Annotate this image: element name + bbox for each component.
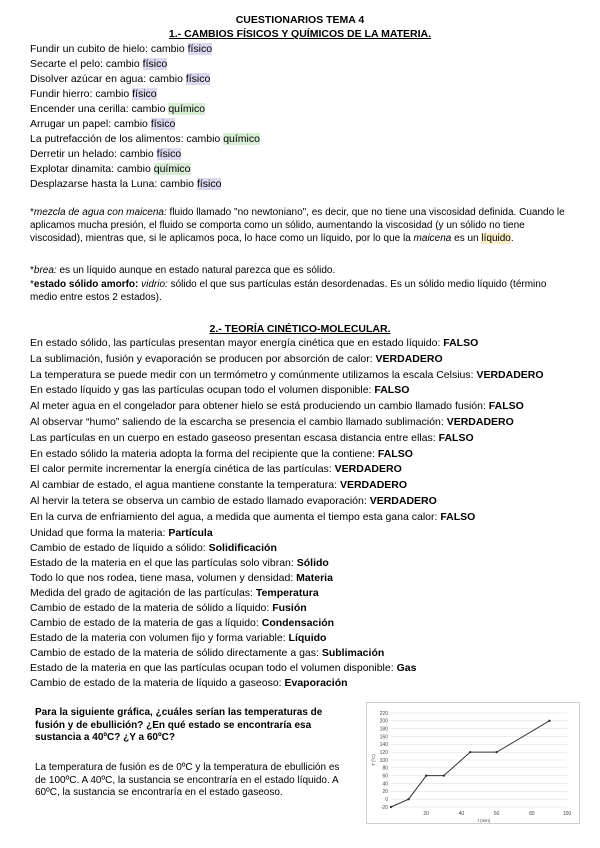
definition-item bbox=[30, 661, 575, 676]
definition-answer: Materia bbox=[296, 572, 333, 584]
chart-svg bbox=[367, 703, 579, 823]
change-text: Encender una cerilla: cambio bbox=[30, 103, 169, 115]
y-tick-label: 220 bbox=[379, 710, 388, 717]
tf-answer: VERDADERO bbox=[476, 368, 544, 381]
definition-answer: Condensación bbox=[261, 617, 335, 629]
y-tick-label: 160 bbox=[379, 734, 388, 741]
brea-body: es un líquido aunque en estado natural parezca que es sólido. bbox=[56, 265, 336, 276]
definition-answer: Gas bbox=[396, 662, 417, 674]
change-answer: químico bbox=[153, 163, 191, 175]
definition-answer: Partícula bbox=[168, 527, 213, 539]
change-text: Explotar dinamita: cambio bbox=[30, 163, 154, 175]
tf-statement: La sublimación, fusión y evaporación se producen por absorción de calor: bbox=[30, 352, 376, 365]
y-tick-label: 40 bbox=[382, 781, 388, 788]
change-item bbox=[30, 102, 575, 117]
definition-item bbox=[30, 541, 575, 556]
definition-text: Medida del grado de agitación de las partículas: bbox=[30, 587, 256, 599]
section2-title: 2.- TEORÍA CINÉTICO-MOLECULAR. bbox=[209, 323, 391, 335]
true-false-list bbox=[30, 336, 575, 526]
tf-statement: En estado sólido, las partículas presentan mayor energía cinética que en estado líquido: bbox=[30, 337, 444, 349]
amorfo-term: estado sólido amorfo: bbox=[33, 279, 139, 290]
change-text: La putrefacción de los alimentos: cambio bbox=[30, 133, 224, 145]
definition-item bbox=[30, 586, 575, 601]
change-item bbox=[30, 87, 575, 102]
data-point bbox=[548, 720, 550, 722]
definition-answer: Fusión bbox=[272, 602, 307, 614]
definition-answer: Sublimación bbox=[321, 647, 385, 659]
maicena-note bbox=[30, 206, 575, 245]
definition-item bbox=[30, 526, 575, 541]
tf-statement: Al meter agua en el congelador para obtener hielo se está produciendo un cambio llamado fusión: bbox=[30, 400, 489, 413]
change-answer: físico bbox=[142, 58, 168, 70]
x-tick-label: 20 bbox=[423, 811, 429, 817]
tf-answer: FALSO bbox=[440, 510, 476, 523]
tf-item bbox=[30, 399, 575, 415]
change-item bbox=[30, 42, 575, 57]
y-tick-label: 100 bbox=[379, 757, 388, 764]
tf-statement: En estado líquido y gas las partículas ocupan todo el volumen disponible: bbox=[30, 384, 375, 397]
data-point bbox=[469, 751, 471, 753]
maicena-tail: es un bbox=[451, 233, 482, 244]
change-text: Arrugar un papel: cambio bbox=[30, 118, 151, 130]
change-answer: físico bbox=[196, 178, 222, 190]
tf-answer: FALSO bbox=[374, 384, 410, 397]
change-item bbox=[30, 117, 575, 132]
changes-list bbox=[30, 42, 575, 192]
definition-answer: Líquido bbox=[288, 632, 327, 644]
change-answer: físico bbox=[156, 148, 182, 160]
tf-item bbox=[30, 336, 575, 352]
definition-text: Unidad que forma la materia: bbox=[30, 527, 169, 539]
change-item bbox=[30, 162, 575, 177]
maicena-word: maicena bbox=[413, 233, 452, 244]
tf-item bbox=[30, 415, 575, 431]
definition-item bbox=[30, 631, 575, 646]
temperature-chart bbox=[366, 702, 580, 824]
definition-text: Estado de la materia en el que las partículas solo vibran: bbox=[30, 557, 297, 569]
tf-statement: En la curva de enfriamiento del agua, a medida que aumenta el tiempo esta gana calor: bbox=[30, 510, 441, 523]
tf-answer: VERDADERO bbox=[369, 494, 437, 507]
y-axis-label: T (ºC) bbox=[371, 754, 376, 766]
tf-item bbox=[30, 431, 575, 447]
definition-text: Todo lo que nos rodea, tiene masa, volumen y densidad: bbox=[30, 572, 297, 584]
definitions-list bbox=[30, 526, 575, 691]
maicena-body: fluido llamado "no newtoniano", es decir, que no tiene una viscosidad definida. Cuando le aplicamos mucha presión, el fluido se comporta como un sólido, aumentando la viscosidad (y un sólido no tiene viscosidad), mientras que, si le aplicamos poca, lo hace como un líquido, por lo que la bbox=[30, 207, 565, 244]
y-tick-label: 0 bbox=[385, 796, 388, 803]
change-text: Fundir un cubito de hielo: cambio bbox=[30, 43, 188, 55]
tf-item bbox=[30, 352, 575, 368]
definition-answer: Sólido bbox=[296, 557, 329, 569]
tf-statement: Al hervir la tetera se observa un cambio de estado llamado evaporación: bbox=[30, 494, 370, 507]
brea-note bbox=[30, 264, 575, 277]
tf-statement: Las partículas en un cuerpo en estado gaseoso presentan escasa distancia entre ellas: bbox=[30, 431, 439, 444]
y-tick-label: 200 bbox=[379, 718, 388, 725]
definition-answer: Solidificación bbox=[208, 542, 277, 554]
definition-text: Estado de la materia en que las partículas ocupan todo el volumen disponible: bbox=[30, 662, 397, 674]
maicena-term: mezcla de agua con maicena: bbox=[33, 207, 167, 218]
tf-item bbox=[30, 462, 575, 478]
y-tick-label: -20 bbox=[380, 804, 388, 811]
x-tick-label: 100 bbox=[562, 811, 572, 817]
x-tick-label: 80 bbox=[529, 811, 535, 817]
change-text: Derretir un helado: cambio bbox=[30, 148, 157, 160]
note-star: * bbox=[30, 265, 34, 276]
change-answer: físico bbox=[187, 43, 213, 55]
tf-answer: VERDADERO bbox=[446, 415, 514, 428]
change-item bbox=[30, 72, 575, 87]
change-item bbox=[30, 147, 575, 162]
tf-answer: VERDADERO bbox=[339, 479, 408, 492]
tf-answer: FALSO bbox=[377, 447, 413, 460]
change-text: Fundir hierro: cambio bbox=[30, 88, 133, 100]
tf-item bbox=[30, 494, 575, 510]
tf-statement: La temperatura se puede medir con un termómetro y comúnmente utilizamos la escala Celsius: bbox=[30, 368, 477, 381]
definition-item bbox=[30, 571, 575, 586]
y-tick-label: 180 bbox=[379, 726, 388, 733]
maicena-end: . bbox=[510, 233, 514, 244]
definition-item bbox=[30, 601, 575, 616]
tf-item bbox=[30, 368, 575, 384]
definition-text: Estado de la materia con volumen fijo y forma variable: bbox=[30, 632, 289, 644]
tf-item bbox=[30, 510, 575, 526]
y-tick-label: 120 bbox=[379, 749, 388, 756]
data-point bbox=[407, 798, 409, 800]
y-tick-label: 140 bbox=[379, 742, 388, 749]
graph-question: Para la siguiente gráfica, ¿cuáles serían las temperaturas de fusión y de ebullición? ¿En qué estado se encontraría esa sustancia a 40ºC? ¿Y a 60ºC? bbox=[35, 707, 323, 743]
tf-answer: VERDADERO bbox=[334, 463, 402, 476]
change-answer: físico bbox=[150, 118, 176, 130]
amorfo-body: sólido el que sus partículas están desordenadas. Es un sólido medio líquido (término medio entre estos 2 estados). bbox=[30, 279, 547, 303]
definition-text: Cambio de estado de la materia de sólido a líquido: bbox=[30, 602, 273, 614]
tf-statement: En estado sólido la materia adopta la forma del recipiente que la contiene: bbox=[30, 447, 378, 460]
note-star: * bbox=[30, 279, 34, 290]
x-tick-label: 60 bbox=[493, 811, 500, 817]
amorfo-vidrio: vidrio: bbox=[141, 279, 168, 290]
change-answer: físico bbox=[132, 88, 157, 100]
definition-item bbox=[30, 616, 575, 631]
tf-answer: FALSO bbox=[443, 337, 479, 349]
change-item bbox=[30, 132, 575, 147]
y-tick-label: 20 bbox=[382, 789, 388, 796]
change-item bbox=[30, 177, 575, 192]
change-answer: químico bbox=[168, 103, 206, 115]
definition-answer: Temperatura bbox=[255, 587, 319, 599]
note-star: * bbox=[30, 207, 34, 218]
change-answer: químico bbox=[223, 133, 260, 145]
definition-text: Cambio de estado de la materia de sólido directamente a gas: bbox=[30, 647, 322, 659]
data-point bbox=[495, 751, 497, 753]
tf-item bbox=[30, 447, 575, 463]
definition-answer: Evaporación bbox=[284, 677, 348, 689]
change-text: Disolver azúcar en agua: cambio bbox=[30, 73, 186, 85]
definition-text: Cambio de estado de la materia de líquido a gaseoso: bbox=[30, 677, 285, 689]
change-answer: físico bbox=[185, 73, 211, 85]
tf-answer: FALSO bbox=[438, 431, 474, 444]
x-axis-label: t (min) bbox=[477, 818, 491, 823]
definition-item bbox=[30, 646, 575, 661]
graph-answer: La temperatura de fusión es de 0ºC y la temperatura de ebullición es de 100ºC. A 40ºC, la sustancia se encontraría en el estado líquido. A 60ºC, la sustancia se encontraría en el estado gaseoso. bbox=[35, 762, 340, 798]
definition-item bbox=[30, 556, 575, 571]
change-text: Desplazarse hasta la Luna: cambio bbox=[30, 178, 197, 190]
temperature-series-line bbox=[391, 721, 549, 807]
data-point bbox=[390, 806, 392, 808]
document-title: CUESTIONARIOS TEMA 4 bbox=[235, 14, 365, 26]
data-point bbox=[425, 774, 427, 776]
x-tick-label: 40 bbox=[458, 811, 465, 817]
tf-statement: Al observar “humo” saliendo de la escarcha se presencia el cambio llamado sublimación: bbox=[30, 415, 447, 428]
change-item bbox=[30, 57, 575, 72]
y-tick-label: 80 bbox=[382, 765, 388, 772]
section1-title: 1.- CAMBIOS FÍSICOS Y QUÍMICOS DE LA MATERIA. bbox=[168, 28, 432, 40]
definition-text: Cambio de estado de líquido a sólido: bbox=[30, 542, 209, 554]
tf-answer: FALSO bbox=[488, 400, 524, 413]
amorfo-note bbox=[30, 278, 575, 304]
tf-answer: VERDADERO bbox=[375, 352, 443, 365]
change-text: Secarte el pelo: cambio bbox=[30, 58, 143, 70]
tf-statement: El calor permite incrementar la energía cinética de las partículas: bbox=[30, 463, 335, 476]
definition-item bbox=[30, 676, 575, 691]
data-point bbox=[443, 774, 445, 776]
tf-statement: Al cambiar de estado, el agua mantiene constante la temperatura: bbox=[30, 479, 340, 492]
liquido-highlight: líquido bbox=[481, 233, 511, 244]
y-tick-label: 60 bbox=[382, 773, 388, 780]
tf-item bbox=[30, 383, 575, 399]
brea-term: brea: bbox=[33, 265, 57, 276]
tf-item bbox=[30, 478, 575, 494]
definition-text: Cambio de estado de la materia de gas a líquido: bbox=[30, 617, 262, 629]
